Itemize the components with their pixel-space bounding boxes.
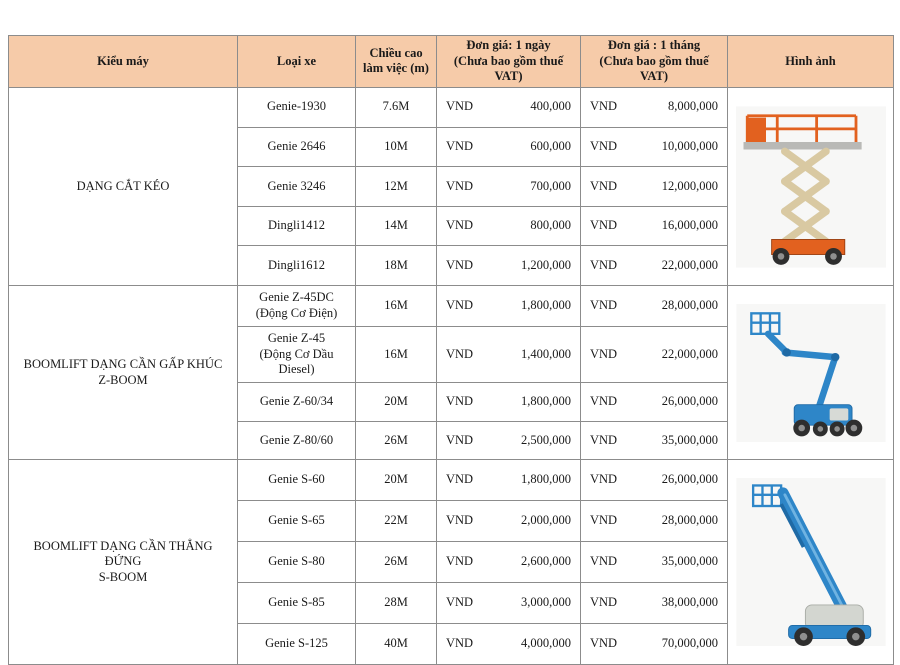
day-price-cell <box>437 206 581 246</box>
model-cell: Dingli1612 <box>238 246 356 286</box>
height-cell: 14M <box>356 206 437 246</box>
height-cell: 26M <box>356 542 437 583</box>
month-price-cell <box>581 246 728 286</box>
currency-label: VND <box>590 298 618 313</box>
height-cell: 10M <box>356 127 437 167</box>
currency-label: VND <box>590 432 618 447</box>
day-price-value: 400,000 <box>530 99 571 114</box>
month-price-cell <box>581 421 728 460</box>
model-cell: Genie S-80 <box>238 542 356 583</box>
month-price-value: 26,000,000 <box>661 472 718 487</box>
height-cell: 20M <box>356 382 437 421</box>
day-price-cell <box>437 286 581 327</box>
currency-label: VND <box>446 635 474 650</box>
section-name-zboom: BOOMLIFT DẠNG CẦN GẤP KHÚC Z-BOOM <box>9 286 238 460</box>
month-price-value: 35,000,000 <box>661 432 718 447</box>
height-cell: 18M <box>356 246 437 286</box>
section-name-sboom: BOOMLIFT DẠNG CẦN THẲNG ĐỨNG S-BOOM <box>9 460 238 664</box>
day-price-cell <box>437 623 581 664</box>
currency-label: VND <box>446 393 474 408</box>
currency-label: VND <box>590 139 618 154</box>
currency-label: VND <box>590 393 618 408</box>
section-name-scissor: DẠNG CẮT KÉO <box>9 87 238 285</box>
table-row <box>9 460 894 501</box>
header-price-month: Đơn giá : 1 tháng (Chưa bao gồm thuế VAT) <box>581 36 728 88</box>
model-cell: Genie S-65 <box>238 501 356 542</box>
table-row <box>9 286 894 327</box>
day-price-cell <box>437 127 581 167</box>
control-box <box>747 117 766 141</box>
month-price-value: 28,000,000 <box>661 513 718 528</box>
day-price-value: 4,000,000 <box>521 635 571 650</box>
day-price-value: 1,200,000 <box>521 257 571 272</box>
currency-label: VND <box>446 178 474 193</box>
day-price-value: 600,000 <box>530 139 571 154</box>
currency-label: VND <box>590 472 618 487</box>
month-price-value: 12,000,000 <box>661 178 718 193</box>
image-cell-scissor <box>728 87 894 285</box>
model-cell: Genie-1930 <box>238 87 356 127</box>
currency-label: VND <box>590 218 618 233</box>
height-cell: 22M <box>356 501 437 542</box>
currency-label: VND <box>446 554 474 569</box>
day-price-cell <box>437 542 581 583</box>
day-price-value: 2,500,000 <box>521 432 571 447</box>
currency-label: VND <box>590 595 618 610</box>
height-cell: 7.6M <box>356 87 437 127</box>
header-machine-type: Kiểu máy <box>9 36 238 88</box>
month-price-value: 16,000,000 <box>661 218 718 233</box>
model-cell: Genie Z-60/34 <box>238 382 356 421</box>
model-cell: Genie Z-45DC (Động Cơ Điện) <box>238 286 356 327</box>
day-price-value: 1,400,000 <box>521 346 571 361</box>
height-cell: 28M <box>356 582 437 623</box>
month-price-cell <box>581 286 728 327</box>
model-cell: Genie Z-45 (Động Cơ Dầu Diesel) <box>238 327 356 383</box>
height-cell: 16M <box>356 327 437 383</box>
scissor-lift-image <box>736 106 886 268</box>
day-price-cell <box>437 421 581 460</box>
currency-label: VND <box>446 298 474 313</box>
articulated-boom-lift-image <box>736 304 886 442</box>
month-price-value: 22,000,000 <box>661 346 718 361</box>
day-price-cell <box>437 460 581 501</box>
month-price-cell <box>581 206 728 246</box>
month-price-value: 35,000,000 <box>661 554 718 569</box>
model-cell: Genie 3246 <box>238 167 356 207</box>
height-cell: 12M <box>356 167 437 207</box>
month-price-value: 28,000,000 <box>661 298 718 313</box>
header-price-day: Đơn giá: 1 ngày (Chưa bao gồm thuế VAT) <box>437 36 581 88</box>
day-price-value: 1,800,000 <box>521 393 571 408</box>
image-cell-sboom <box>728 460 894 664</box>
telescopic-boom-lift-image <box>736 478 886 646</box>
header-image: Hình ảnh <box>728 36 894 88</box>
currency-label: VND <box>446 257 474 272</box>
month-price-cell <box>581 327 728 383</box>
day-price-value: 2,600,000 <box>521 554 571 569</box>
header-vehicle-type: Loại xe <box>238 36 356 88</box>
currency-label: VND <box>446 595 474 610</box>
height-cell: 26M <box>356 421 437 460</box>
day-price-cell <box>437 167 581 207</box>
height-cell: 16M <box>356 286 437 327</box>
month-price-cell <box>581 623 728 664</box>
month-price-value: 70,000,000 <box>661 635 718 650</box>
month-price-value: 26,000,000 <box>661 393 718 408</box>
month-price-cell <box>581 542 728 583</box>
currency-label: VND <box>590 257 618 272</box>
table-row <box>9 87 894 127</box>
day-price-cell <box>437 246 581 286</box>
currency-label: VND <box>590 554 618 569</box>
month-price-cell <box>581 460 728 501</box>
model-cell: Genie S-60 <box>238 460 356 501</box>
day-price-value: 1,800,000 <box>521 298 571 313</box>
currency-label: VND <box>446 99 474 114</box>
currency-label: VND <box>590 346 618 361</box>
month-price-cell <box>581 582 728 623</box>
currency-label: VND <box>590 635 618 650</box>
day-price-cell <box>437 327 581 383</box>
month-price-cell <box>581 501 728 542</box>
currency-label: VND <box>590 513 618 528</box>
day-price-cell <box>437 582 581 623</box>
month-price-cell <box>581 167 728 207</box>
month-price-value: 22,000,000 <box>661 257 718 272</box>
day-price-value: 3,000,000 <box>521 595 571 610</box>
lift-rental-price-table <box>8 35 894 665</box>
currency-label: VND <box>446 139 474 154</box>
currency-label: VND <box>446 432 474 447</box>
model-cell: Genie S-125 <box>238 623 356 664</box>
currency-label: VND <box>590 99 618 114</box>
month-price-value: 8,000,000 <box>668 99 718 114</box>
currency-label: VND <box>590 178 618 193</box>
month-price-cell <box>581 382 728 421</box>
currency-label: VND <box>446 218 474 233</box>
model-cell: Genie S-85 <box>238 582 356 623</box>
currency-label: VND <box>446 346 474 361</box>
day-price-cell <box>437 87 581 127</box>
header-row <box>9 36 894 88</box>
image-cell-zboom <box>728 286 894 460</box>
day-price-value: 700,000 <box>530 178 571 193</box>
currency-label: VND <box>446 513 474 528</box>
currency-label: VND <box>446 472 474 487</box>
month-price-cell <box>581 87 728 127</box>
day-price-value: 800,000 <box>530 218 571 233</box>
month-price-cell <box>581 127 728 167</box>
model-cell: Genie 2646 <box>238 127 356 167</box>
day-price-value: 2,000,000 <box>521 513 571 528</box>
model-cell: Dingli1412 <box>238 206 356 246</box>
model-cell: Genie Z-80/60 <box>238 421 356 460</box>
height-cell: 20M <box>356 460 437 501</box>
header-working-height: Chiều cao làm việc (m) <box>356 36 437 88</box>
day-price-cell <box>437 501 581 542</box>
month-price-value: 38,000,000 <box>661 595 718 610</box>
day-price-value: 1,800,000 <box>521 472 571 487</box>
height-cell: 40M <box>356 623 437 664</box>
day-price-cell <box>437 382 581 421</box>
month-price-value: 10,000,000 <box>661 139 718 154</box>
